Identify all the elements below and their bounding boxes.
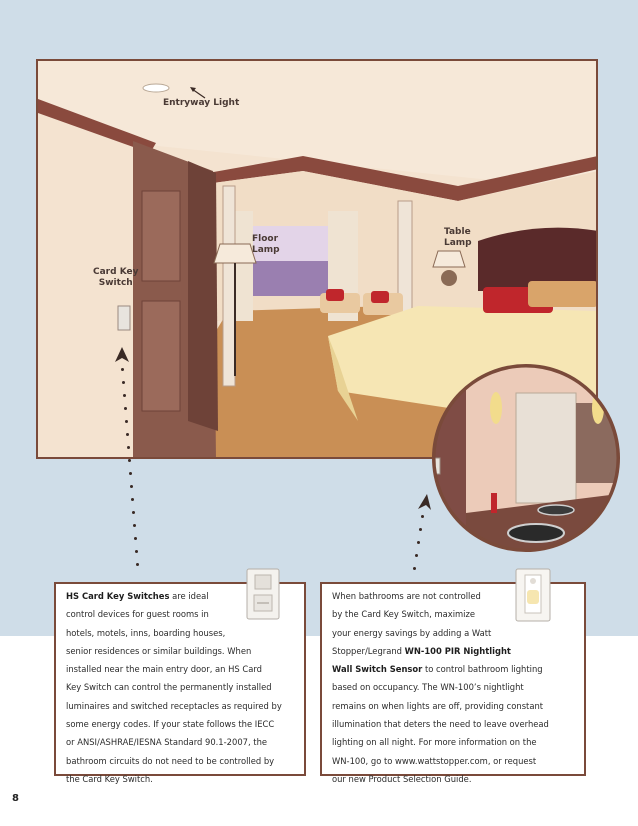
- right-box-line-6: based on occupancy. The WN-100’s nightlight: [332, 682, 524, 693]
- left-box-line-3: hotels, motels, inns, boarding houses,: [66, 627, 226, 638]
- entryway-light-arrow: [188, 86, 208, 100]
- right-box-line-4: [332, 642, 578, 660]
- right-box-line-4-text: Stopper/Legrand: [332, 645, 405, 656]
- left-box-line-5: installed near the main entry door, an HS Card: [66, 664, 262, 675]
- floor-lamp-label-line1: Floor: [252, 234, 279, 244]
- left-box-line-2: control devices for guest rooms in: [66, 609, 209, 620]
- right-box-line-2: by the Card Key Switch, maximize: [332, 609, 476, 620]
- card-key-switch-label-line2: Switch: [98, 278, 133, 288]
- right-box-line-11: our new Product Selection Guide.: [332, 773, 472, 784]
- right-box-line-5: [332, 660, 578, 678]
- floor-lamp-label: [252, 234, 280, 256]
- card-key-leader-arrow: [112, 345, 132, 365]
- left-box-line-9: or ANSI/ASHRAE/IESNA Standard 90.1-2007, the: [66, 737, 268, 748]
- left-box-line-1-text: are ideal: [169, 591, 209, 601]
- left-box-line-10: bathroom circuits do not need to be controlled by: [66, 755, 275, 766]
- table-lamp-label-line2: Lamp: [444, 238, 472, 248]
- bathroom-inset: [426, 363, 626, 563]
- right-box-line-9: lighting on all night. For more information on the: [332, 737, 537, 748]
- entryway-light-label: Entryway Light: [163, 98, 240, 108]
- wn100-product-image: [515, 568, 551, 622]
- right-box-line-8: illumination that deters the need to leave overhead: [332, 719, 549, 730]
- card-key-switch-label: [93, 267, 138, 289]
- card-key-switch-product-image: [246, 568, 280, 620]
- right-box-line-5-text: to control bathroom lighting: [422, 664, 543, 675]
- hs-card-key-switches-name: HS Card Key Switches: [66, 591, 170, 601]
- left-box-line-11: the Card Key Switch.: [66, 773, 153, 784]
- wall-switch-sensor-name: Wall Switch Sensor: [332, 664, 423, 675]
- right-box-line-1: When bathrooms are not controlled: [332, 591, 481, 601]
- table-lamp-label: [444, 227, 472, 249]
- left-box-line-4: senior residences or similar buildings. When: [66, 645, 252, 656]
- left-box-line-8: some energy codes. If your state follows the IECC: [66, 719, 275, 730]
- right-box-line-3: your energy savings by adding a Watt: [332, 627, 492, 638]
- left-box-line-6: Key Switch can control the permanently installed: [66, 682, 272, 693]
- wn100-product-name: WN-100 PIR Nightlight: [404, 645, 511, 656]
- floor-lamp-label-line2: Lamp: [252, 245, 280, 255]
- right-box-line-10: WN-100, go to www.wattstopper.com, or request: [332, 755, 537, 766]
- table-lamp-label-line1: Table: [444, 227, 471, 237]
- left-box-line-7: luminaires and switched receptacles as required by: [66, 700, 282, 711]
- card-key-switch-label-line1: Card Key: [93, 267, 139, 277]
- right-box-line-7: remains on when lights are off, providing constant: [332, 700, 544, 711]
- bathroom-leader-arrow: [415, 492, 435, 512]
- page-number: 8: [12, 793, 19, 804]
